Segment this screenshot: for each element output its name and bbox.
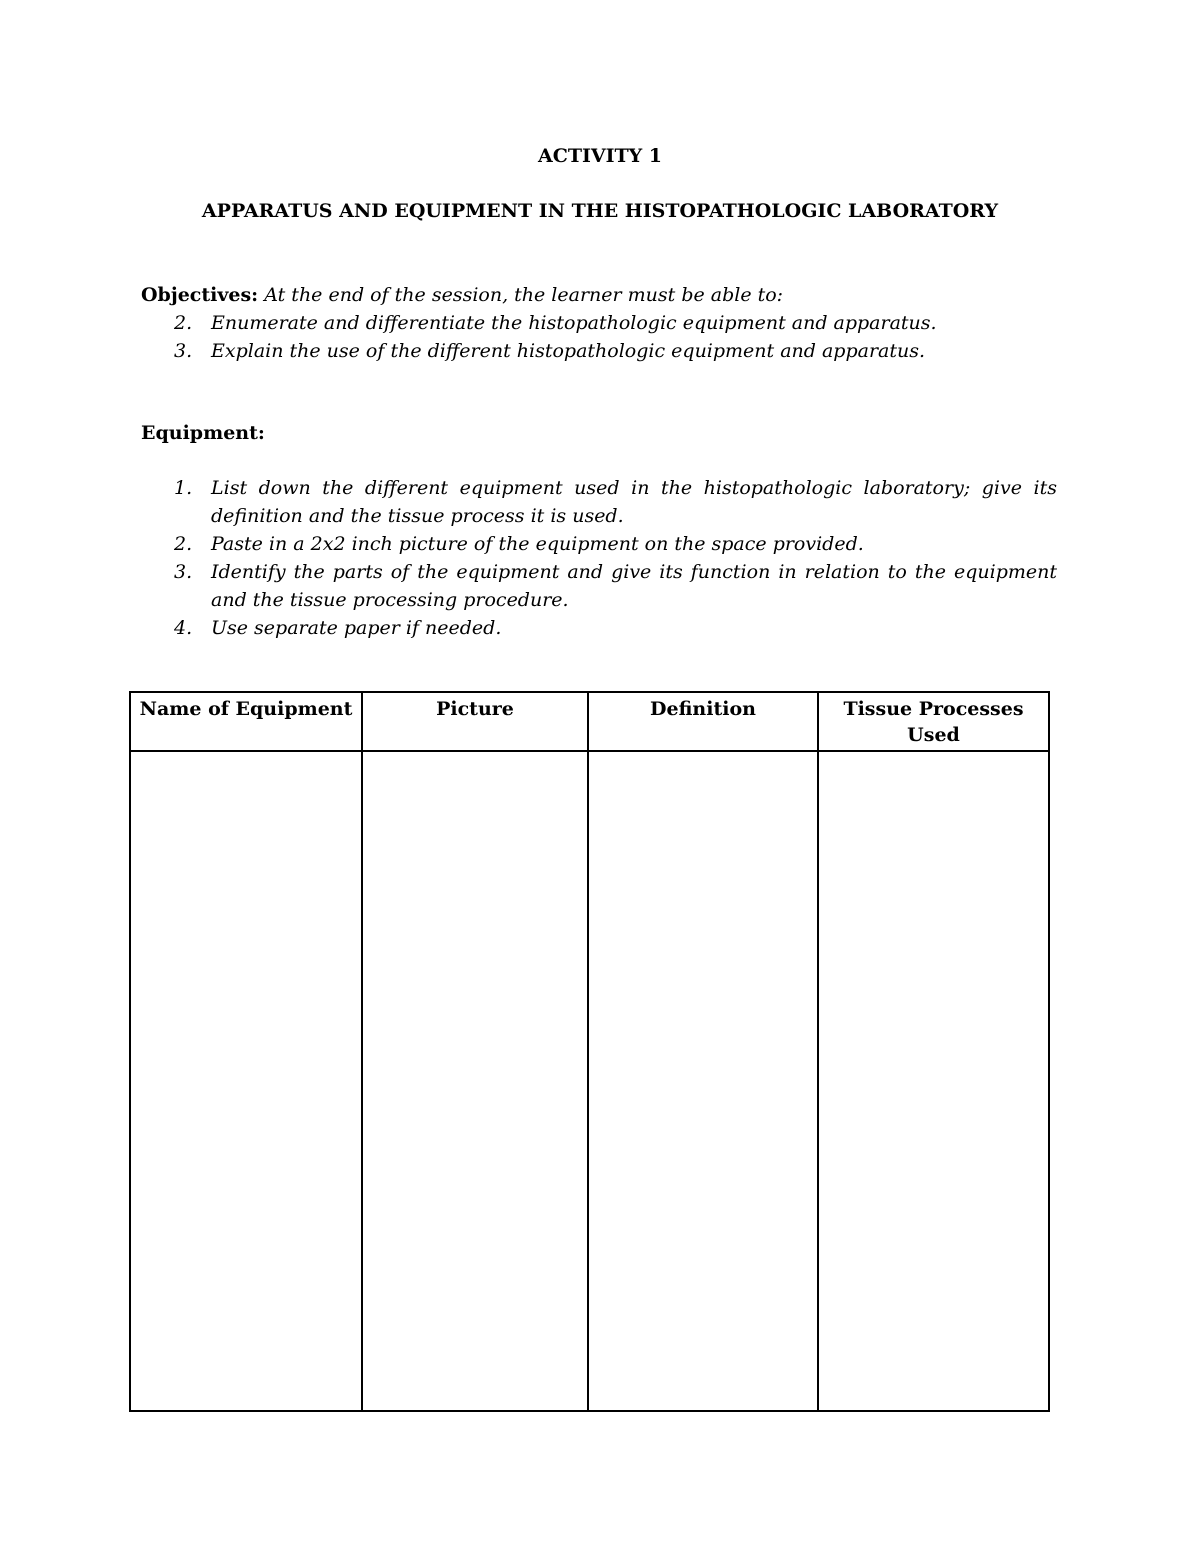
- instruction-item: [141, 530, 1057, 558]
- equipment-heading: Equipment:: [141, 422, 265, 444]
- instruction-item: [141, 474, 1057, 530]
- activity-title: ACTIVITY 1: [537, 145, 663, 167]
- objective-number: 3.: [174, 340, 193, 362]
- objective-item: [141, 337, 1061, 365]
- header-definition: Definition: [588, 692, 818, 751]
- instruction-item: [141, 558, 1057, 614]
- cell-picture[interactable]: [362, 751, 588, 1411]
- objective-number: 2.: [174, 312, 193, 334]
- cell-definition[interactable]: [588, 751, 818, 1411]
- objectives-list: [141, 309, 1061, 365]
- objective-text: Explain the use of the different histopathologic equipment and apparatus.: [211, 340, 926, 362]
- objectives-label: Objectives:: [141, 284, 259, 306]
- instruction-text: List down the different equipment used in the histopathologic laboratory; give its definition and the tissue process it is used.: [211, 477, 1057, 527]
- header-picture: Picture: [362, 692, 588, 751]
- cell-name-of-equipment[interactable]: [130, 751, 362, 1411]
- header-tissue-processes-used: Tissue Processes Used: [818, 692, 1049, 751]
- table-header-row: [130, 692, 1049, 751]
- equipment-table: [129, 691, 1050, 1412]
- instruction-text: Identify the parts of the equipment and give its function in relation to the equipment and the tissue processing procedure.: [211, 561, 1057, 611]
- instruction-number: 3.: [174, 561, 193, 583]
- table-row: [130, 751, 1049, 1411]
- objective-item: [141, 309, 1061, 337]
- objective-text: Enumerate and differentiate the histopathologic equipment and apparatus.: [211, 312, 937, 334]
- instruction-number: 1.: [174, 477, 193, 499]
- objectives-line: [141, 281, 1061, 309]
- cell-tissue-processes-used[interactable]: [818, 751, 1049, 1411]
- objectives-lead: At the end of the session, the learner must be able to:: [264, 284, 784, 306]
- equipment-instructions-list: [141, 474, 1057, 642]
- instruction-number: 4.: [174, 617, 193, 639]
- subject-title: APPARATUS AND EQUIPMENT IN THE HISTOPATHOLOGIC LABORATORY: [201, 200, 999, 222]
- instruction-text: Use separate paper if needed.: [211, 617, 502, 639]
- header-name-of-equipment: Name of Equipment: [130, 692, 362, 751]
- instruction-number: 2.: [174, 533, 193, 555]
- instruction-text: Paste in a 2x2 inch picture of the equipment on the space provided.: [211, 533, 864, 555]
- instruction-item: [141, 614, 1057, 642]
